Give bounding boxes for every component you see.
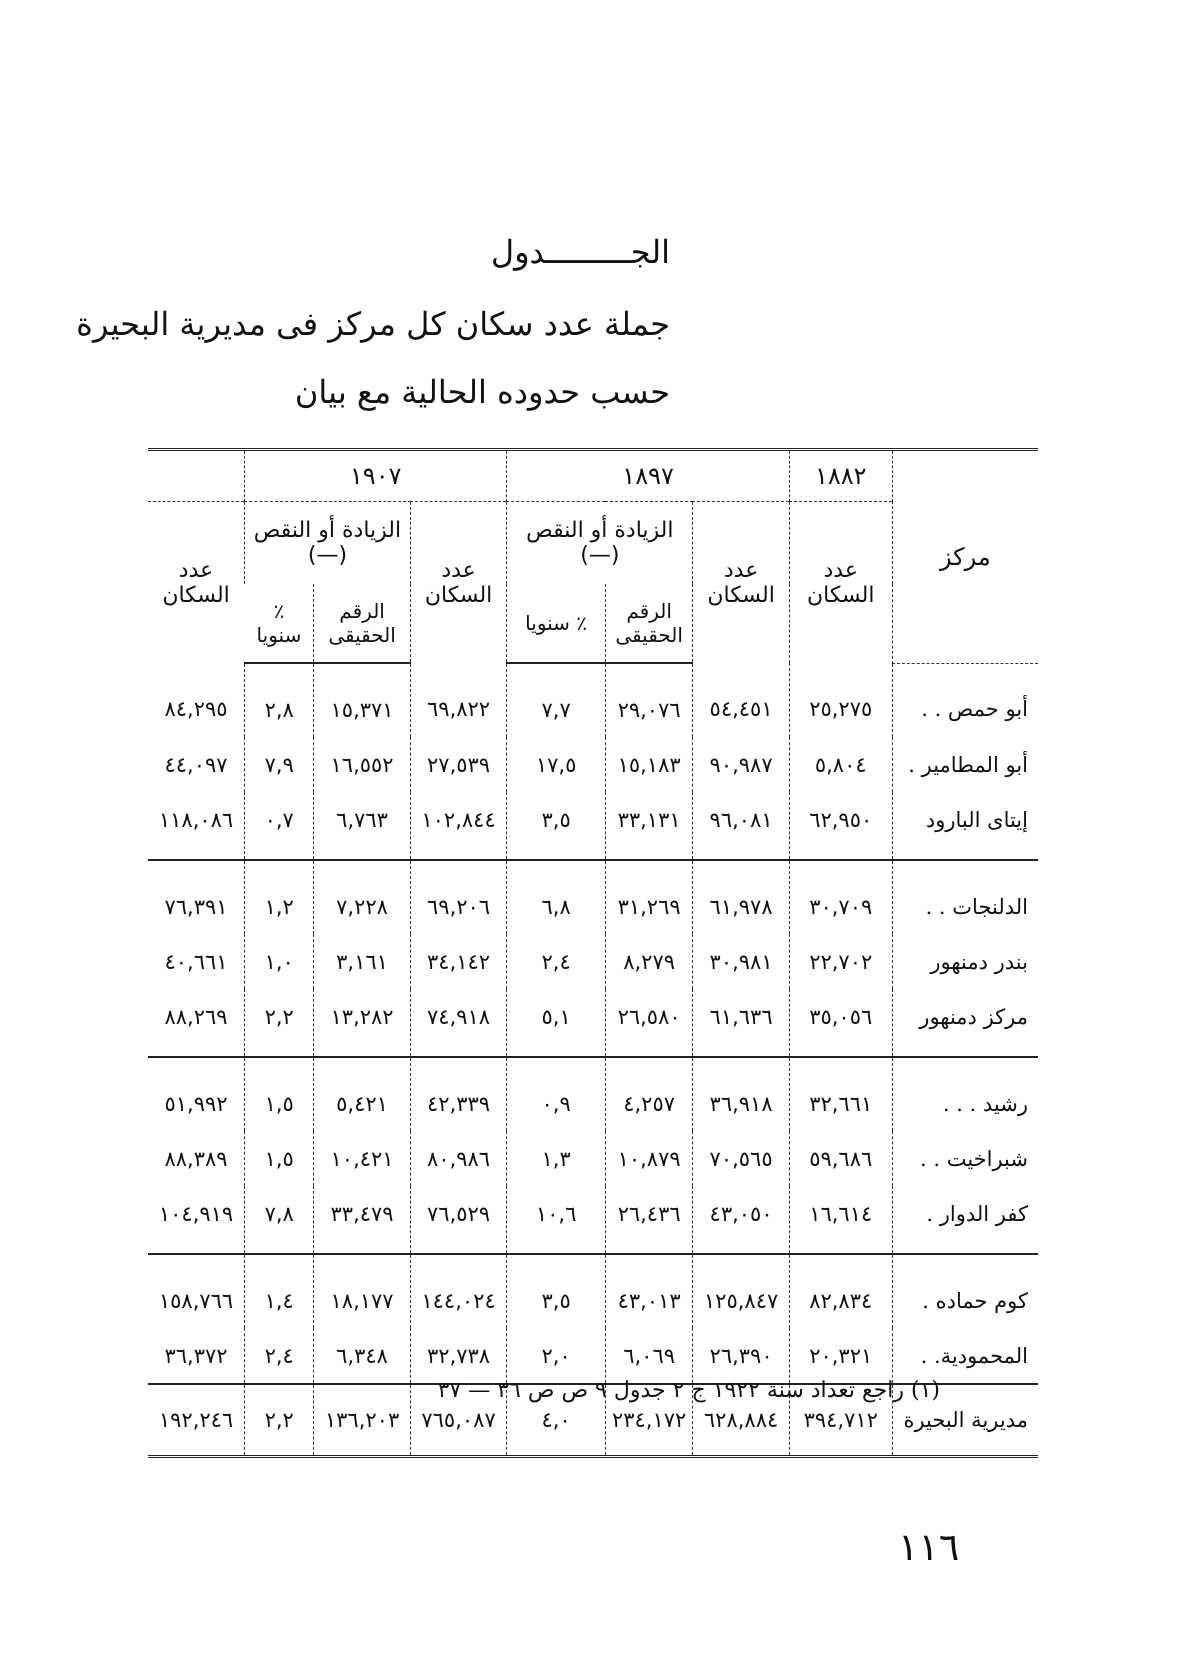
cell-pop-1897: ٤٣,٠٥٠ xyxy=(693,1186,790,1254)
cell-pop-1882: ١٦,٦١٤ xyxy=(789,1186,892,1254)
cell-actual-1907: ٣,١٦١ xyxy=(314,934,411,989)
cell-pop-1882: ٦٢,٩٥٠ xyxy=(789,792,892,860)
cell-pop-1897: ٣٠,٩٨١ xyxy=(693,934,790,989)
cell-pop-1907: ٣٢,٧٣٨ xyxy=(410,1328,507,1384)
cell-actual-1907: ١٣,٢٨٢ xyxy=(314,989,411,1057)
cell-pop-1907: ١٤٤,٠٢٤ xyxy=(410,1254,507,1328)
cell-percent-1897: ٠,٩ xyxy=(507,1057,606,1131)
cell-pop-1882: ٥,٨٠٤ xyxy=(789,737,892,792)
markaz-name: إيتاى البارود xyxy=(892,792,1038,860)
cell-pop-last: ١٠٤,٩١٩ xyxy=(148,1186,245,1254)
cell-actual-1907: ٥,٤٢١ xyxy=(314,1057,411,1131)
table-row xyxy=(148,860,1038,934)
header-percent-1907: ٪ سنويا xyxy=(245,584,314,663)
header-year-1882: ١٨٨٢ xyxy=(789,451,892,502)
cell-actual-1907: ١٨,١٧٧ xyxy=(314,1254,411,1328)
cell-percent-1907: ٧,٨ xyxy=(245,1186,314,1254)
header-percent-1897: ٪ سنويا xyxy=(507,584,606,663)
cell-pop-last: ٨٨,٢٦٩ xyxy=(148,989,245,1057)
cell-percent-1907: ٢,٢ xyxy=(245,989,314,1057)
cell-percent-1897: ١٠,٦ xyxy=(507,1186,606,1254)
cell-pop-1907: ٨٠,٩٨٦ xyxy=(410,1131,507,1186)
header-change-1907: الزيادة أو النقص (—) xyxy=(245,502,411,585)
cell-actual-1897: ٦,٠٦٩ xyxy=(605,1328,692,1384)
cell-actual-1897: ٤٣,٠١٣ xyxy=(605,1254,692,1328)
cell-percent-1907: ٠,٧ xyxy=(245,792,314,860)
cell-pop-1897: ٧٠,٥٦٥ xyxy=(693,1131,790,1186)
total-pop-1907: ٧٦٥,٠٨٧ xyxy=(410,1384,507,1455)
total-actual-1907: ١٣٦,٢٠٣ xyxy=(314,1384,411,1455)
markaz-name: بندر دمنهور xyxy=(892,934,1038,989)
cell-pop-1882: ٥٩,٦٨٦ xyxy=(789,1131,892,1186)
cell-pop-1897: ٢٦,٣٩٠ xyxy=(693,1328,790,1384)
markaz-name: الدلنجات . . xyxy=(892,860,1038,934)
footnote: (١) راجع تعداد سنة ١٩٢٢ ج ٢ جدول ٩ ص ص ٣٦ — ٣٧ xyxy=(437,1378,940,1403)
cell-percent-1907: ٧,٩ xyxy=(245,737,314,792)
cell-percent-1897: ٣,٥ xyxy=(507,792,606,860)
cell-pop-1882: ٣٥,٠٥٦ xyxy=(789,989,892,1057)
cell-pop-1897: ٥٤,٤٥١ xyxy=(693,663,790,737)
table-row xyxy=(148,989,1038,1057)
total-name: مديرية البحيرة xyxy=(892,1384,1038,1455)
cell-pop-1907: ٤٢,٣٣٩ xyxy=(410,1057,507,1131)
total-percent-1907: ٢,٢ xyxy=(245,1384,314,1455)
header-year-1907: ١٩٠٧ xyxy=(245,451,507,502)
cell-actual-1907: ١٠,٤٢١ xyxy=(314,1131,411,1186)
header-year-blank xyxy=(148,451,245,502)
table-row xyxy=(148,934,1038,989)
cell-pop-1907: ١٠٢,٨٤٤ xyxy=(410,792,507,860)
cell-pop-1882: ٢٥,٢٧٥ xyxy=(789,663,892,737)
cell-actual-1907: ١٦,٥٥٢ xyxy=(314,737,411,792)
markaz-name: أبو المطامير . xyxy=(892,737,1038,792)
cell-actual-1907: ٦,٧٦٣ xyxy=(314,792,411,860)
cell-pop-1907: ٦٩,٢٠٦ xyxy=(410,860,507,934)
header-actual-1897: الرقم الحقيقى xyxy=(605,584,692,663)
table-body xyxy=(148,663,1038,1455)
cell-pop-last: ٧٦,٣٩١ xyxy=(164,894,228,919)
cell-pop-1882: ٣٢,٦٦١ xyxy=(789,1057,892,1131)
cell-pop-1907: ٣٤,١٤٢ xyxy=(410,934,507,989)
table-row xyxy=(148,1057,1038,1131)
header-pop-1907: عدد السكان xyxy=(410,502,507,664)
total-actual-1897: ٢٣٤,١٧٢ xyxy=(605,1384,692,1455)
cell-actual-1907: ١٥,٣٧١ xyxy=(314,663,411,737)
total-pop-1882: ٣٩٤,٧١٢ xyxy=(789,1384,892,1455)
header-year-1897: ١٨٩٧ xyxy=(507,451,790,502)
cell-percent-1897: ٢,٤ xyxy=(507,934,606,989)
table-row xyxy=(148,1328,1038,1384)
cell-actual-1897: ٢٦,٤٣٦ xyxy=(605,1186,692,1254)
table-row xyxy=(148,1186,1038,1254)
cell-percent-1897: ٧,٧ xyxy=(507,663,606,737)
cell-actual-1897: ٢٩,٠٧٦ xyxy=(605,663,692,737)
cell-percent-1897: ١,٣ xyxy=(507,1131,606,1186)
header-pop-last: عدد السكان xyxy=(162,557,230,608)
cell-pop-1897: ٦١,٦٣٦ xyxy=(693,989,790,1057)
table-heading: الجـــــــــدول xyxy=(490,233,670,271)
markaz-name: المحمودية. . xyxy=(892,1328,1038,1384)
cell-percent-1907: ١,٥ xyxy=(245,1131,314,1186)
table-row xyxy=(148,737,1038,792)
cell-percent-1897: ١٧,٥ xyxy=(507,737,606,792)
cell-percent-1897: ٦,٨ xyxy=(507,860,606,934)
table-row xyxy=(148,792,1038,860)
cell-actual-1897: ٣٣,١٣١ xyxy=(605,792,692,860)
cell-pop-1882: ٢٢,٧٠٢ xyxy=(789,934,892,989)
cell-percent-1907: ٢,٨ xyxy=(245,663,314,737)
cell-pop-1897: ١٢٥,٨٤٧ xyxy=(693,1254,790,1328)
cell-pop-1907: ٦٩,٨٢٢ xyxy=(410,663,507,737)
cell-actual-1907: ٦,٣٤٨ xyxy=(314,1328,411,1384)
cell-percent-1907: ١,٢ xyxy=(245,860,314,934)
cell-pop-last: ١١٨,٠٨٦ xyxy=(148,792,245,860)
cell-pop-last: ٣٦,٣٧٢ xyxy=(164,1343,228,1368)
cell-percent-1897: ٣,٥ xyxy=(507,1254,606,1328)
cell-actual-1897: ١٠,٨٧٩ xyxy=(605,1131,692,1186)
cell-pop-last: ٤٤,٠٩٧ xyxy=(164,752,228,777)
cell-percent-1897: ٢,٠ xyxy=(507,1328,606,1384)
cell-pop-1897: ٩٦,٠٨١ xyxy=(693,792,790,860)
markaz-name: أبو حمص . . xyxy=(892,663,1038,737)
cell-pop-last: ٤٠,٦٦١ xyxy=(164,949,228,974)
cell-actual-1907: ٧,٢٢٨ xyxy=(314,860,411,934)
cell-pop-last: ٥١,٩٩٢ xyxy=(164,1091,228,1116)
cell-actual-1897: ٨,٢٧٩ xyxy=(605,934,692,989)
cell-pop-last: ٨٨,٣٨٩ xyxy=(164,1146,228,1171)
cell-pop-1882: ٨٢,٨٣٤ xyxy=(789,1254,892,1328)
header-pop-1897: عدد السكان xyxy=(693,502,790,664)
population-table xyxy=(148,448,1038,1458)
cell-percent-1907: ١,٤ xyxy=(245,1254,314,1328)
cell-pop-1907: ٢٧,٥٣٩ xyxy=(410,737,507,792)
total-pop-1897: ٦٢٨,٨٨٤ xyxy=(693,1384,790,1455)
table-row xyxy=(148,1131,1038,1186)
header-change-1897: الزيادة أو النقص (—) xyxy=(507,502,693,585)
cell-actual-1897: ٤,٢٥٧ xyxy=(605,1057,692,1131)
header-actual-1907: الرقم الحقيقى xyxy=(314,584,411,663)
cell-pop-1897: ٣٦,٩١٨ xyxy=(693,1057,790,1131)
cell-actual-1907: ٣٣,٤٧٩ xyxy=(314,1186,411,1254)
cell-actual-1897: ١٥,١٨٣ xyxy=(605,737,692,792)
cell-actual-1897: ٣١,٢٦٩ xyxy=(605,860,692,934)
cell-percent-1907: ٢,٤ xyxy=(245,1328,314,1384)
markaz-name: كفر الدوار . xyxy=(892,1186,1038,1254)
cell-percent-1907: ١,٥ xyxy=(245,1057,314,1131)
total-pop-last: ١٩٢,٢٤٦ xyxy=(148,1384,245,1455)
markaz-name: شبراخيت . . xyxy=(892,1131,1038,1186)
cell-pop-1897: ٩٠,٩٨٧ xyxy=(693,737,790,792)
table-row xyxy=(148,1254,1038,1328)
cell-actual-1897: ٢٦,٥٨٠ xyxy=(605,989,692,1057)
cell-pop-last: ٨٤,٢٩٥ xyxy=(164,697,228,721)
header-pop-1882: عدد السكان xyxy=(789,502,892,664)
markaz-name: مركز دمنهور xyxy=(892,989,1038,1057)
cell-percent-1907: ١,٠ xyxy=(245,934,314,989)
table-subtitle-2: حسب حدوده الحالية مع بيان xyxy=(294,373,670,411)
cell-percent-1897: ٥,١ xyxy=(507,989,606,1057)
cell-pop-last: ١٥٨,٧٦٦ xyxy=(158,1288,234,1313)
cell-pop-1897: ٦١,٩٧٨ xyxy=(693,860,790,934)
markaz-name: رشيد . . . xyxy=(892,1057,1038,1131)
cell-pop-1882: ٣٠,٧٠٩ xyxy=(789,860,892,934)
total-percent-1897: ٤,٠ xyxy=(507,1384,606,1455)
table-subtitle: جملة عدد سكان كل مركز فى مديرية البحيرة xyxy=(76,305,670,343)
header-markaz: مركز xyxy=(892,451,1038,663)
cell-pop-1907: ٧٦,٥٢٩ xyxy=(410,1186,507,1254)
markaz-name: كوم حماده . xyxy=(892,1254,1038,1328)
page-number: ١١٦ xyxy=(898,1525,960,1569)
cell-pop-1882: ٢٠,٣٢١ xyxy=(789,1328,892,1384)
cell-pop-1907: ٧٤,٩١٨ xyxy=(410,989,507,1057)
table-row xyxy=(148,663,1038,737)
